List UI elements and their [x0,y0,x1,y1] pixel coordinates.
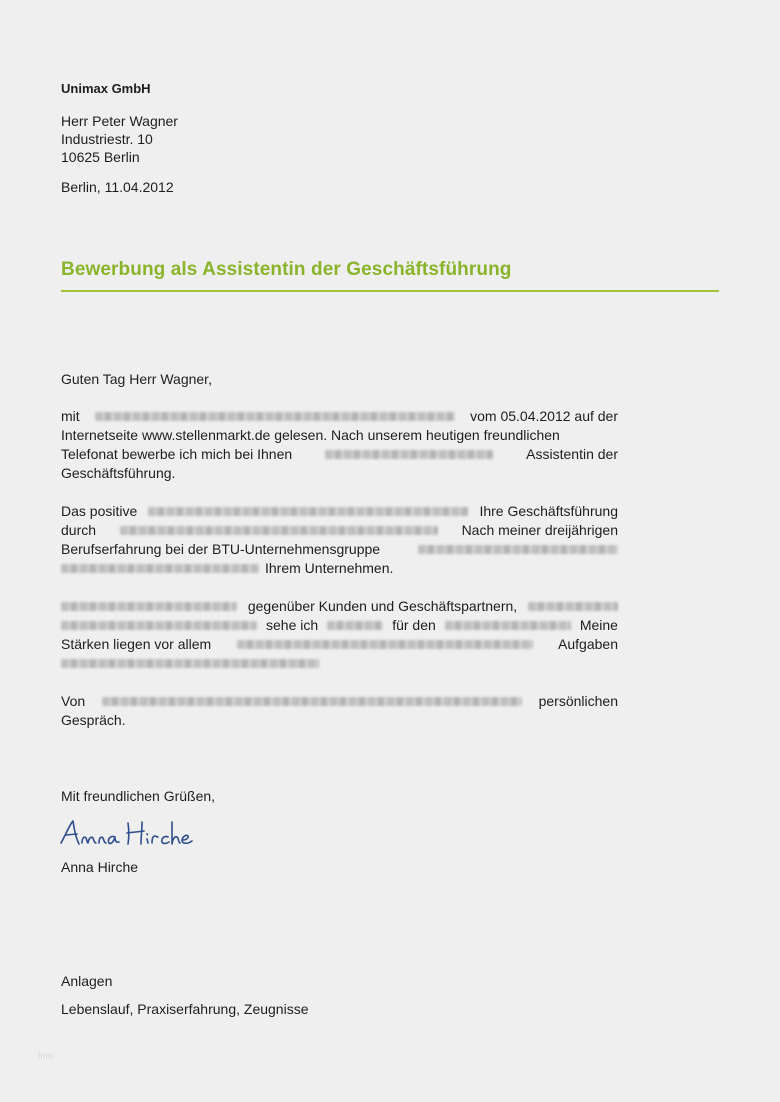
redacted-text [528,602,618,611]
p2-text: Nach meiner dreijährigen [461,522,618,538]
redacted-text [327,621,383,630]
redacted-text [61,602,237,611]
redacted-text [418,545,618,554]
enclosures-heading: Anlagen [61,973,113,989]
letter-date: Berlin, 11.04.2012 [61,179,174,195]
p4-text: Von [61,693,86,709]
p3-text: gegenüber Kunden und Geschäftspartnern, [247,598,518,614]
p3-text: Meine [579,617,618,633]
redacted-text [95,412,455,421]
redacted-text [445,621,571,630]
p3-text: sehe ich [266,617,319,633]
redacted-text [120,526,438,535]
redacted-text [148,507,468,516]
p4-text: Gespräch. [61,712,126,728]
sender-address [61,112,178,166]
paragraph-1 [61,407,618,483]
p2-text: Ihre Geschäftsführung [479,503,618,519]
sender-company: Unimax GmbH [61,81,151,96]
redacted-text [102,697,522,706]
redacted-text [325,450,493,459]
signature-name: Anna Hirche [61,859,139,875]
redacted-text [61,564,259,573]
p3-text: Stärken liegen vor allem [61,636,212,652]
redacted-text [61,621,257,630]
closing-phrase: Mit freundlichen Grüßen, [61,788,216,804]
p3-text: Aufgaben [558,636,618,652]
sender-name: Herr Peter Wagner [61,113,178,129]
p2-text: durch [61,522,97,538]
sender-street: Industriestr. 10 [61,131,153,147]
p4-text: persönlichen [538,693,618,709]
p1-text: Geschäftsführung. [61,465,176,481]
p3-text: für den [392,617,436,633]
watermark: firm [38,1051,53,1061]
p1-text: vom 05.04.2012 auf der [470,408,618,424]
paragraph-4 [61,692,618,730]
subject-divider [61,290,719,292]
handwritten-signature [58,816,198,852]
sender-city: 10625 Berlin [61,149,140,165]
paragraph-3 [61,597,618,673]
p1-text: Telefonat bewerbe ich mich bei Ihnen [61,446,293,462]
p1-text: mit [61,408,80,424]
p1-text: Assistentin der [526,446,618,462]
p2-text: Das positive [61,503,138,519]
redacted-text [237,640,533,649]
letter-subject: Bewerbung als Assistentin der Geschäftsführung [61,259,512,280]
p2-text: Berufserfahrung bei der BTU-Unternehmensgruppe [61,541,381,557]
enclosures-list: Lebenslauf, Praxiserfahrung, Zeugnisse [61,1001,309,1017]
greeting: Guten Tag Herr Wagner, [61,371,212,387]
p1-text: Internetseite www.stellenmarkt.de gelesen. Nach unserem heutigen freundlichen [61,427,560,443]
paragraph-2 [61,502,618,578]
redacted-text [61,659,319,668]
p2-text: Ihrem Unternehmen. [265,560,394,576]
